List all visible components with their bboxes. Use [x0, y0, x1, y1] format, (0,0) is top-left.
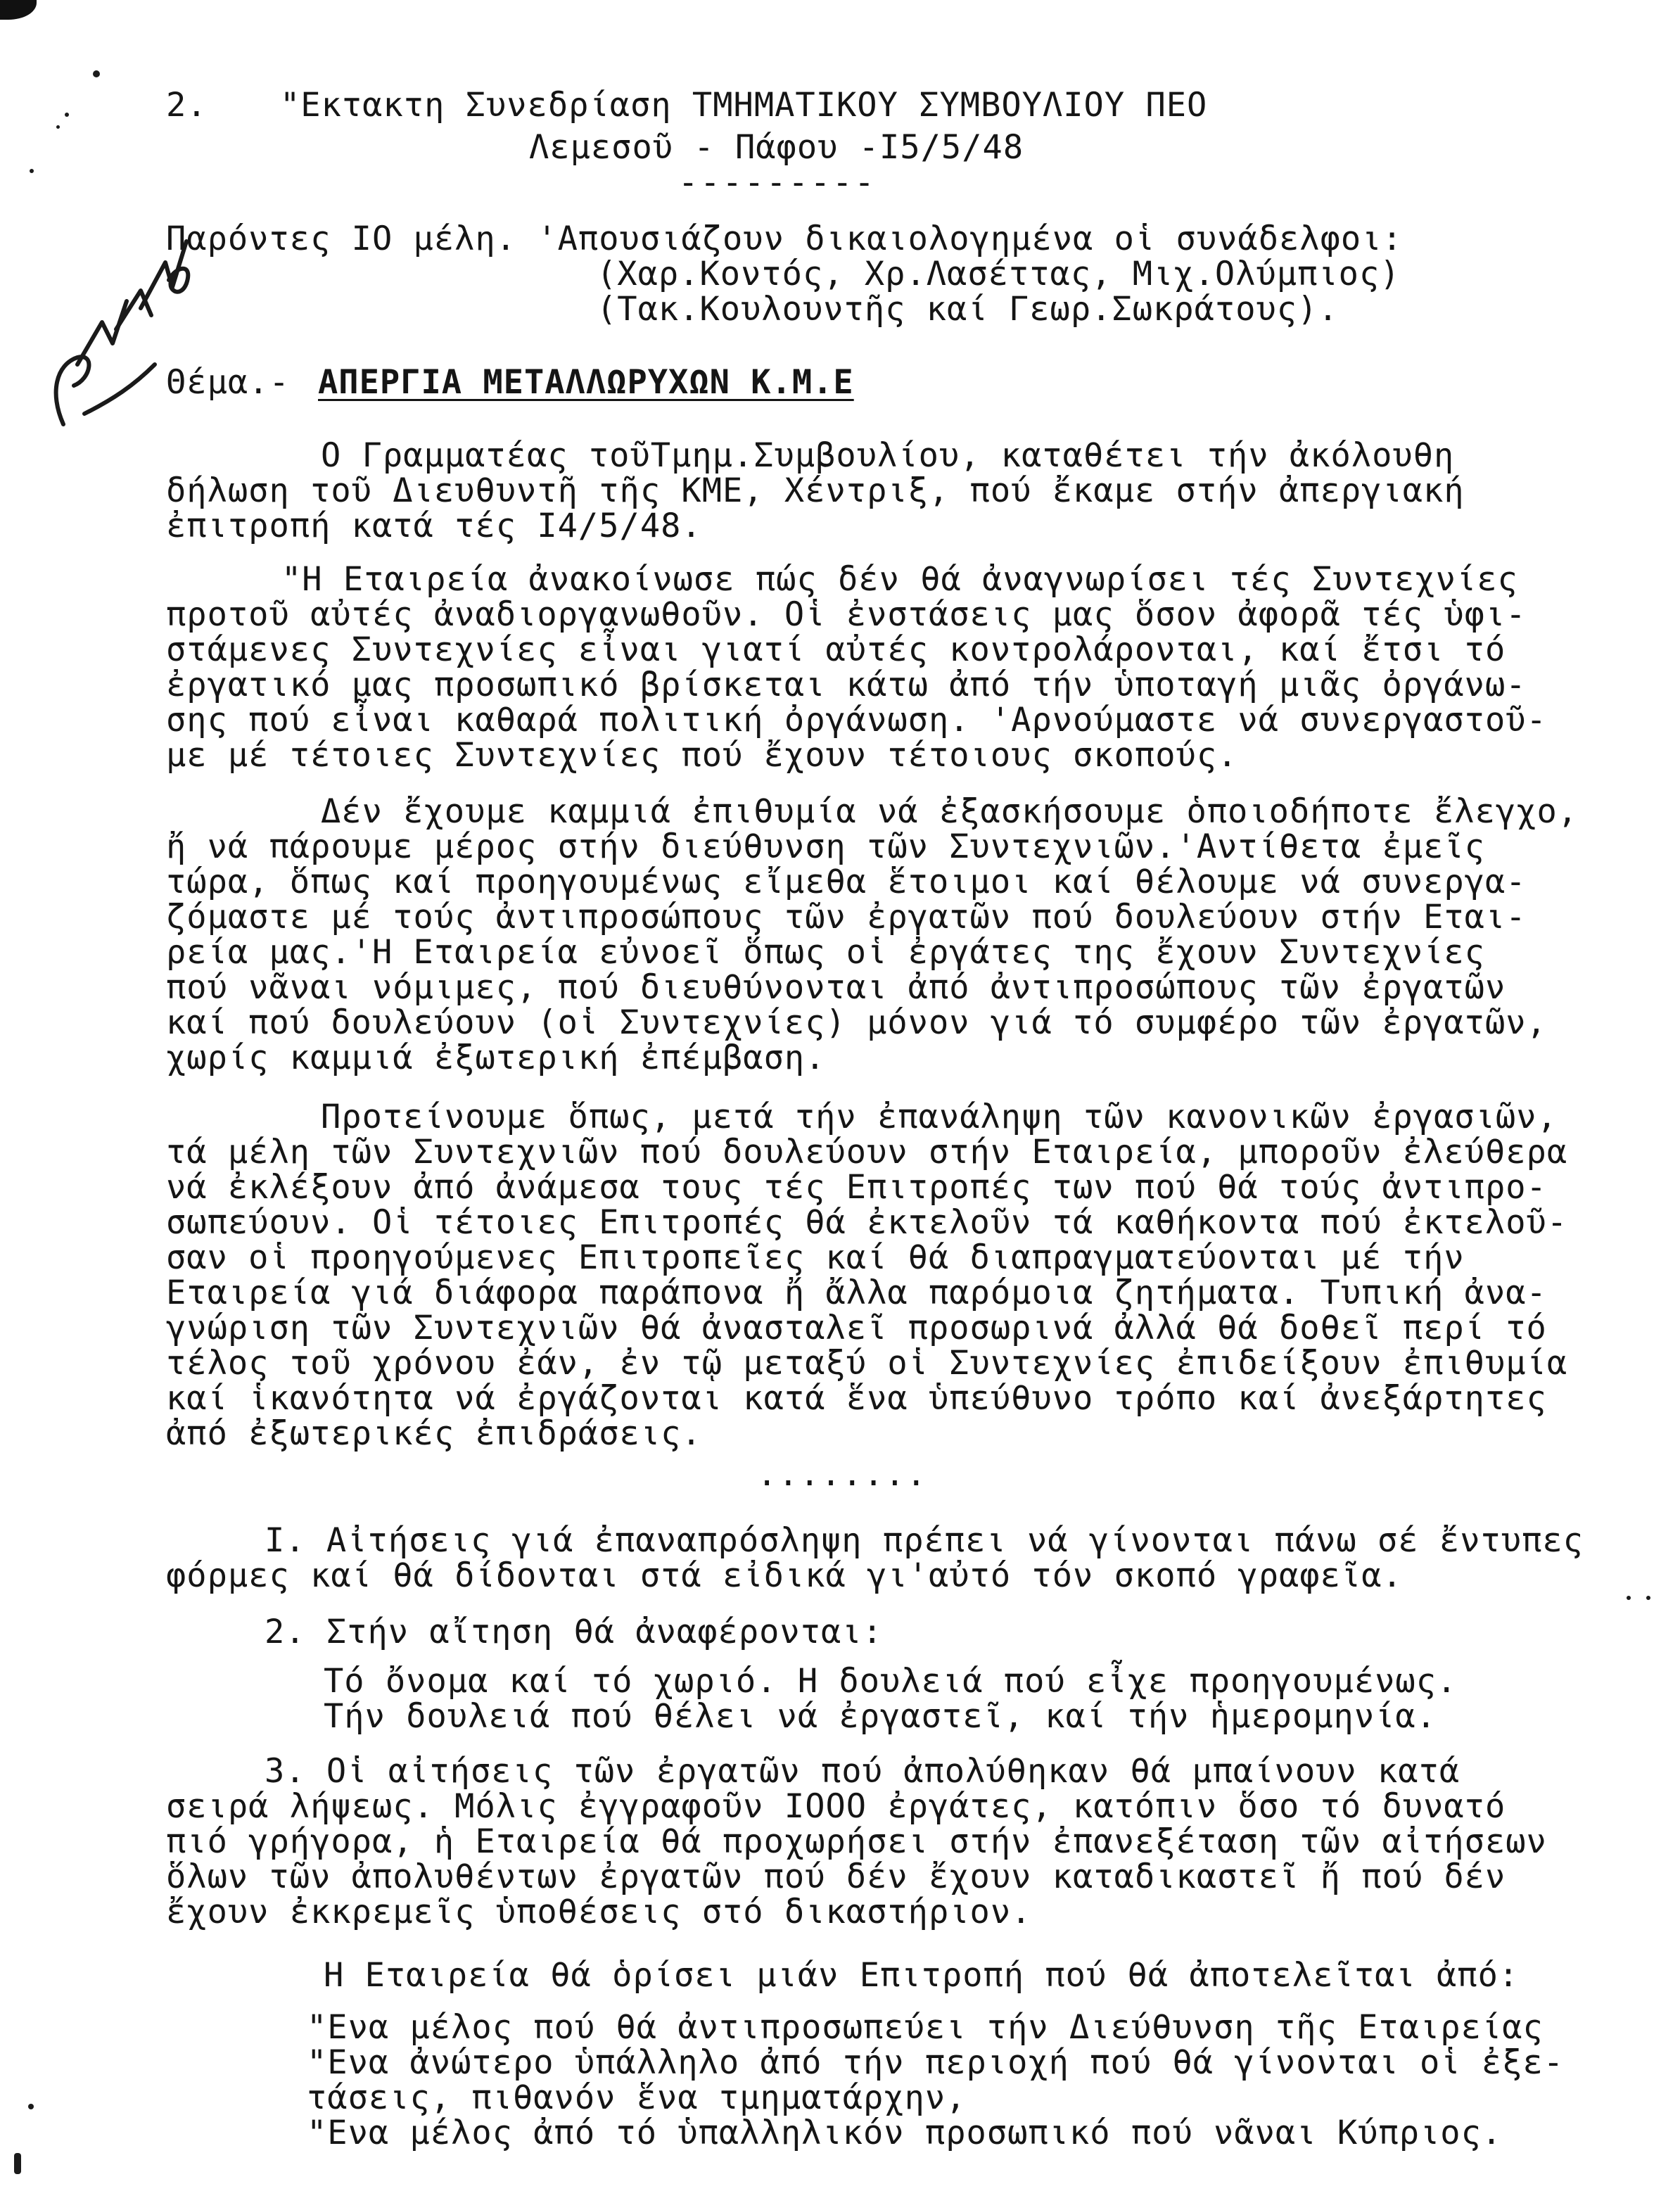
statement-line: ἤ νά πάρουμε μέρος στήν διεύθυνση τῶν Συντεχνιῶν.'Αντίθετα ἐμεῖς [166, 827, 1485, 866]
intro-line: ἐπιτροπή κατά τές Ι4/5/48. [166, 507, 702, 545]
statement-line: ἐργατικό μας προσωπικό βρίσκεται κάτω ἀπό τήν ὑποταγή μιᾶς ὀργάνω- [166, 666, 1527, 704]
meeting-location-date: Λεμεσοῦ - Πάφου -Ι5/5/48 [529, 128, 1024, 167]
subject-label: Θέμα.- [166, 363, 290, 402]
statement-line: Προτείνουμε ὅπως, μετά τήν ἐπανάληψη τῶν κανονικῶν ἐργασιῶν, [321, 1098, 1558, 1136]
intro-line: Ο Γραμματέας τοῦΤμημ.Συμβουλίου, καταθέτει τήν ἀκόλουθη [321, 436, 1455, 475]
item-line: φόρμες καί θά δίδονται στά εἰδικά γι'αὐτό τόν σκοπό γραφεῖα. [166, 1556, 1403, 1595]
absent-members-1: (Χαρ.Κοντός, Χρ.Λασέττας, Μιχ.Ολύμπιος) [597, 255, 1401, 293]
committee-heading: Η Εταιρεία θά ὁρίσει μιάν Επιτροπή πού θά ἀποτελεῖται ἀπό: [324, 1956, 1520, 1995]
header-separator: --------- [678, 163, 877, 202]
item-line: ἔχουν ἐκκρεμεῖς ὑποθέσεις στό δικαστήριον. [166, 1893, 1032, 1931]
statement-line: καί ἱκανότητα νά ἐργάζονται κατά ἕνα ὑπεύθυνο τρόπο καί ἀνεξάρτητες [166, 1379, 1547, 1418]
item-number: 2. [166, 86, 208, 125]
meeting-title: "Εκτακτη Συνεδρίαση ΤΜΗΜΑΤΙΚΟΥ ΣΥΜΒΟΥΛΙΟΥ ΠΕΟ [280, 86, 1208, 125]
attendance-line: Παρόντες ΙΟ μέλη. 'Απουσιάζουν δικαιολογημένα οἱ συνάδελφοι: [166, 220, 1403, 258]
item-line: πιό γρήγορα, ἡ Εταιρεία θά προχωρήσει στήν ἐπανεξέταση τῶν αἰτήσεων [166, 1822, 1547, 1861]
ink-speck [14, 2153, 21, 2174]
item-line: 3. Οἱ αἰτήσεις τῶν ἐργατῶν πού ἀπολύθηκαν θά μπαίνουν κατά [265, 1752, 1461, 1791]
committee-member-line: "Ενα ἀνώτερο ὑπάλληλο ἀπό τήν περιοχή πού θά γίνονται οἱ ἐξε- [307, 2043, 1565, 2082]
item-detail-line: Τό ὄνομα καί τό χωριό. Η δουλειά πού εἶχε προηγουμένως. [324, 1662, 1458, 1701]
statement-line: "Η Εταιρεία ἀνακοίνωσε πώς δέν θά ἀναγνωρίσει τές Συντεχνίες [281, 560, 1518, 599]
corner-ink-blot [0, 0, 37, 20]
item-line: Ι. Αἰτήσεις γιά ἐπαναπρόσληψη πρέπει νά γίνονται πάνω σέ ἔντυπες [265, 1521, 1584, 1560]
intro-line: δήλωση τοῦ Διευθυντῆ τῆς ΚΜΕ, Χέντριξ, πού ἔκαμε στήν ἀπεργιακή [166, 471, 1465, 510]
statement-line: Δέν ἔχουμε καμμιά ἐπιθυμία νά ἐξασκήσουμε ὁποιοδήποτε ἔλεγχο, [321, 792, 1579, 831]
statement-line: ρεία μας.'Η Εταιρεία εὐνοεῖ ὅπως οἱ ἐργάτες της ἔχουν Συντεχνίες [166, 933, 1485, 972]
statement-line: σης πού εἶναι καθαρά πολιτική ὀργάνωση. 'Αρνούμαστε νά συνεργαστοῦ- [166, 701, 1547, 739]
subject-title: ΑΠΕΡΓΙΑ ΜΕΤΑΛΛΩΡΥΧΩΝ Κ.Μ.Ε [318, 363, 854, 402]
committee-member-line: "Ενα μέλος ἀπό τό ὑπαλληλικόν προσωπικό πού νᾶναι Κύπριος. [307, 2114, 1503, 2152]
statement-line: πού νᾶναι νόμιμες, πού διευθύνονται ἀπό ἀντιπροσώπους τῶν ἐργατῶν [166, 968, 1506, 1007]
ink-speck [1646, 1596, 1650, 1600]
statement-line: ἀπό ἐξωτερικές ἐπιδράσεις. [166, 1414, 702, 1453]
statement-line: ζόμαστε μέ τούς ἀντιπροσώπους τῶν ἐργατῶν πού δουλεύουν στήν Εται- [166, 898, 1527, 936]
committee-member-line: "Ενα μέλος πού θά ἀντιπροσωπεύει τήν Διεύθυνση τῆς Εταιρείας [307, 2008, 1544, 2047]
ink-speck [56, 125, 60, 129]
statement-line: με μέ τέτοιες Συντεχνίες πού ἔχουν τέτοιους σκοπούς. [166, 736, 1238, 775]
statement-line: Εταιρεία γιά διάφορα παράπονα ἤ ἄλλα παρόμοια ζητήματα. Τυπική ἀνα- [166, 1274, 1547, 1312]
item-line: σειρά λήψεως. Μόλις ἐγγραφοῦν ΙΟΟΟ ἐργάτες, κατόπιν ὅσο τό δυνατό [166, 1787, 1506, 1826]
section-break-dots: ........ [757, 1455, 928, 1494]
statement-line: γνώριση τῶν Συντεχνιῶν θά ἀνασταλεῖ προσωρινά ἀλλά θά δοθεῖ περί τό [166, 1309, 1547, 1347]
statement-line: προτοῦ αὐτές ἀναδιοργανωθοῦν. Οἱ ἐνστάσεις μας ὅσον ἀφορᾶ τές ὑφι- [166, 595, 1527, 634]
statement-line: σαν οἱ προηγούμενες Επιτροπεῖες καί θά διαπραγματεύονται μέ τήν [166, 1238, 1465, 1277]
statement-line: στάμενες Συντεχνίες εἶναι γιατί αὐτές κοντρολάρονται, καί ἔτσι τό [166, 630, 1506, 669]
ink-speck [28, 2104, 34, 2109]
statement-line: τέλος τοῦ χρόνου ἐάν, ἐν τῷ μεταξύ οἱ Συντεχνίες ἐπιδείξουν ἐπιθυμία [166, 1344, 1568, 1383]
statement-line: νά ἐκλέξουν ἀπό ἀνάμεσα τους τές Επιτροπές των πού θά τούς ἀντιπρο- [166, 1168, 1547, 1207]
statement-line: τώρα, ὅπως καί προηγουμένως εἴμεθα ἕτοιμοι καί θέλουμε νά συνεργα- [166, 863, 1527, 901]
item-line: 2. Στήν αἴτηση θά ἀναφέρονται: [265, 1613, 883, 1651]
item-line: ὅλων τῶν ἀπολυθέντων ἐργατῶν πού δέν ἔχουν καταδικαστεῖ ἤ πού δέν [166, 1857, 1506, 1896]
ink-speck [65, 113, 69, 117]
statement-line: καί πού δουλεύουν (οἱ Συντεχνίες) μόνον γιά τό συμφέρο τῶν ἐργατῶν, [166, 1003, 1547, 1042]
ink-speck [1627, 1596, 1631, 1600]
statement-line: χωρίς καμμιά ἐξωτερική ἐπέμβαση. [166, 1039, 826, 1077]
statement-line: τά μέλη τῶν Συντεχνιῶν πού δουλεύουν στήν Εταιρεία, μποροῦν ἐλεύθερα [166, 1133, 1568, 1171]
statement-line: σωπεύουν. Οἱ τέτοιες Επιτροπές θά ἐκτελοῦν τά καθήκοντα πού ἐκτελοῦ- [166, 1203, 1568, 1242]
committee-member-line: τάσεις, πιθανόν ἕνα τμηματάρχην, [307, 2078, 967, 2117]
ink-speck [93, 70, 100, 77]
ink-speck [30, 169, 34, 173]
item-detail-line: Τήν δουλειά πού θέλει νά ἐργαστεῖ, καί τήν ἡμερομηνία. [324, 1697, 1437, 1736]
absent-members-2: (Τακ.Κουλουντῆς καί Γεωρ.Σωκράτους). [597, 290, 1339, 329]
